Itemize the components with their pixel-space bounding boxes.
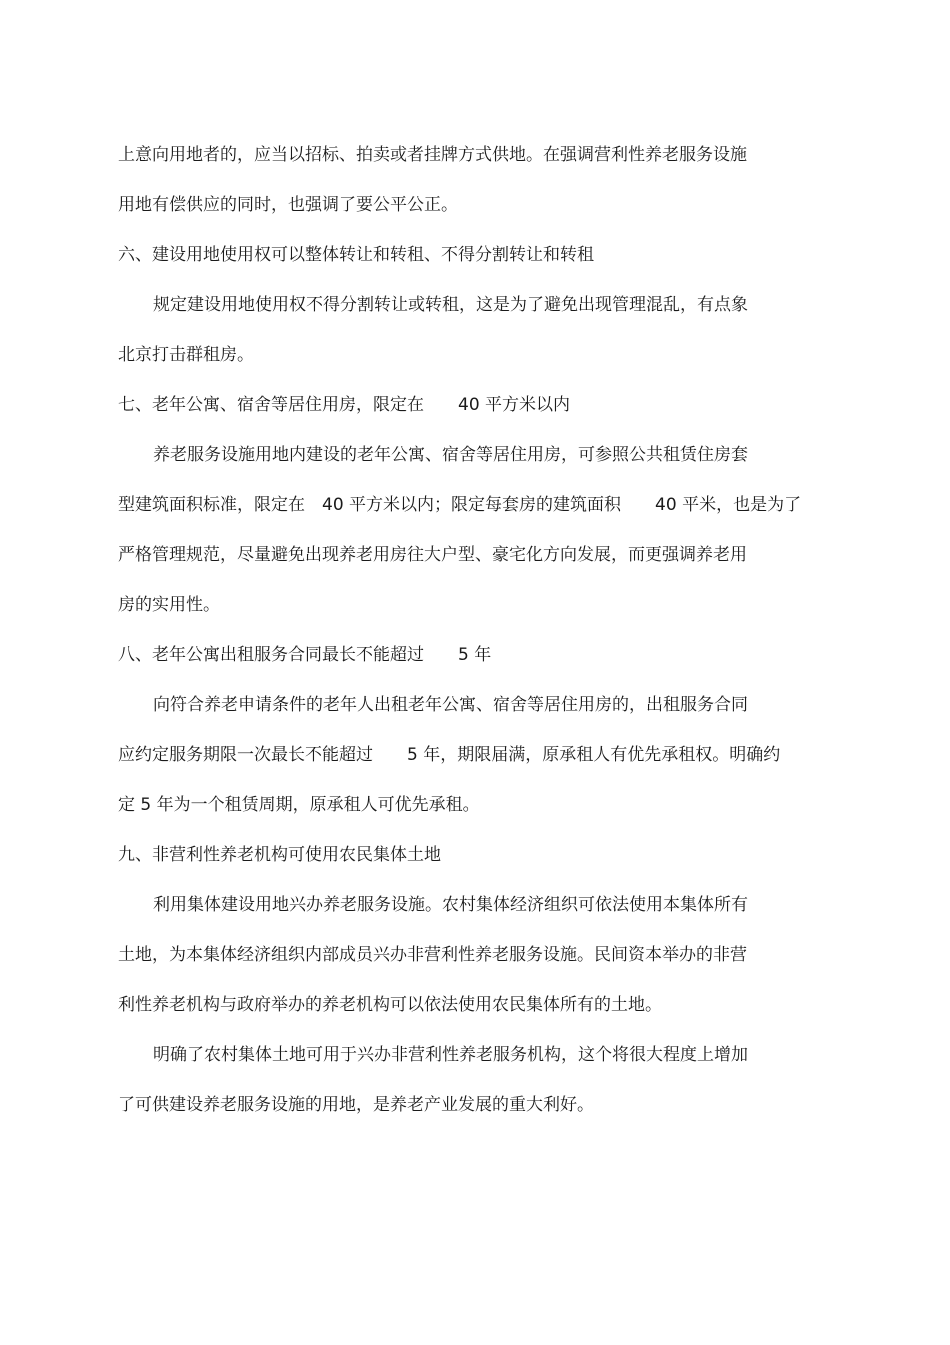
body-text-line: 应约定服务期限一次最长不能超过 5 年，期限届满，原承租人有优先承租权。明确约 [118, 745, 781, 765]
body-text-line: 房的实用性。 [118, 595, 220, 615]
body-text-line: 严格管理规范，尽量避免出现养老用房往大户型、豪宅化方向发展，而更强调养老用 [118, 545, 747, 565]
body-text-line: 定 5 年为一个租赁周期，原承租人可优先承租。 [118, 795, 480, 815]
section-heading-8: 八、老年公寓出租服务合同最长不能超过 5 年 [118, 645, 492, 665]
body-text-line: 向符合养老申请条件的老年人出租老年公寓、宿舍等居住用房的，出租服务合同 [153, 695, 748, 715]
body-text-line: 型建筑面积标准，限定在 40 平方米以内；限定每套房的建筑面积 40 平米，也是为了 [118, 495, 802, 515]
body-text-line: 了可供建设养老服务设施的用地，是养老产业发展的重大利好。 [118, 1095, 594, 1115]
section-heading-6: 六、建设用地使用权可以整体转让和转租、不得分割转让和转租 [118, 245, 594, 265]
body-text-line: 土地，为本集体经济组织内部成员兴办非营利性养老服务设施。民间资本举办的非营 [118, 945, 747, 965]
body-text-line: 北京打击群租房。 [118, 345, 254, 365]
body-text-line: 用地有偿供应的同时，也强调了要公平公正。 [118, 195, 458, 215]
body-text-line: 明确了农村集体土地可用于兴办非营利性养老服务机构，这个将很大程度上增加 [153, 1045, 748, 1065]
section-heading-9: 九、非营利性养老机构可使用农民集体土地 [118, 845, 441, 865]
section-heading-7: 七、老年公寓、宿舍等居住用房，限定在 40 平方米以内 [118, 395, 571, 415]
body-text-line: 利性养老机构与政府举办的养老机构可以依法使用农民集体所有的土地。 [118, 995, 662, 1015]
body-text-line: 规定建设用地使用权不得分割转让或转租，这是为了避免出现管理混乱，有点象 [153, 295, 748, 315]
body-text-line: 养老服务设施用地内建设的老年公寓、宿舍等居住用房，可参照公共租赁住房套 [153, 445, 748, 465]
body-text-line: 上意向用地者的，应当以招标、拍卖或者挂牌方式供地。在强调营利性养老服务设施 [118, 145, 747, 165]
body-text-line: 利用集体建设用地兴办养老服务设施。农村集体经济组织可依法使用本集体所有 [153, 895, 748, 915]
